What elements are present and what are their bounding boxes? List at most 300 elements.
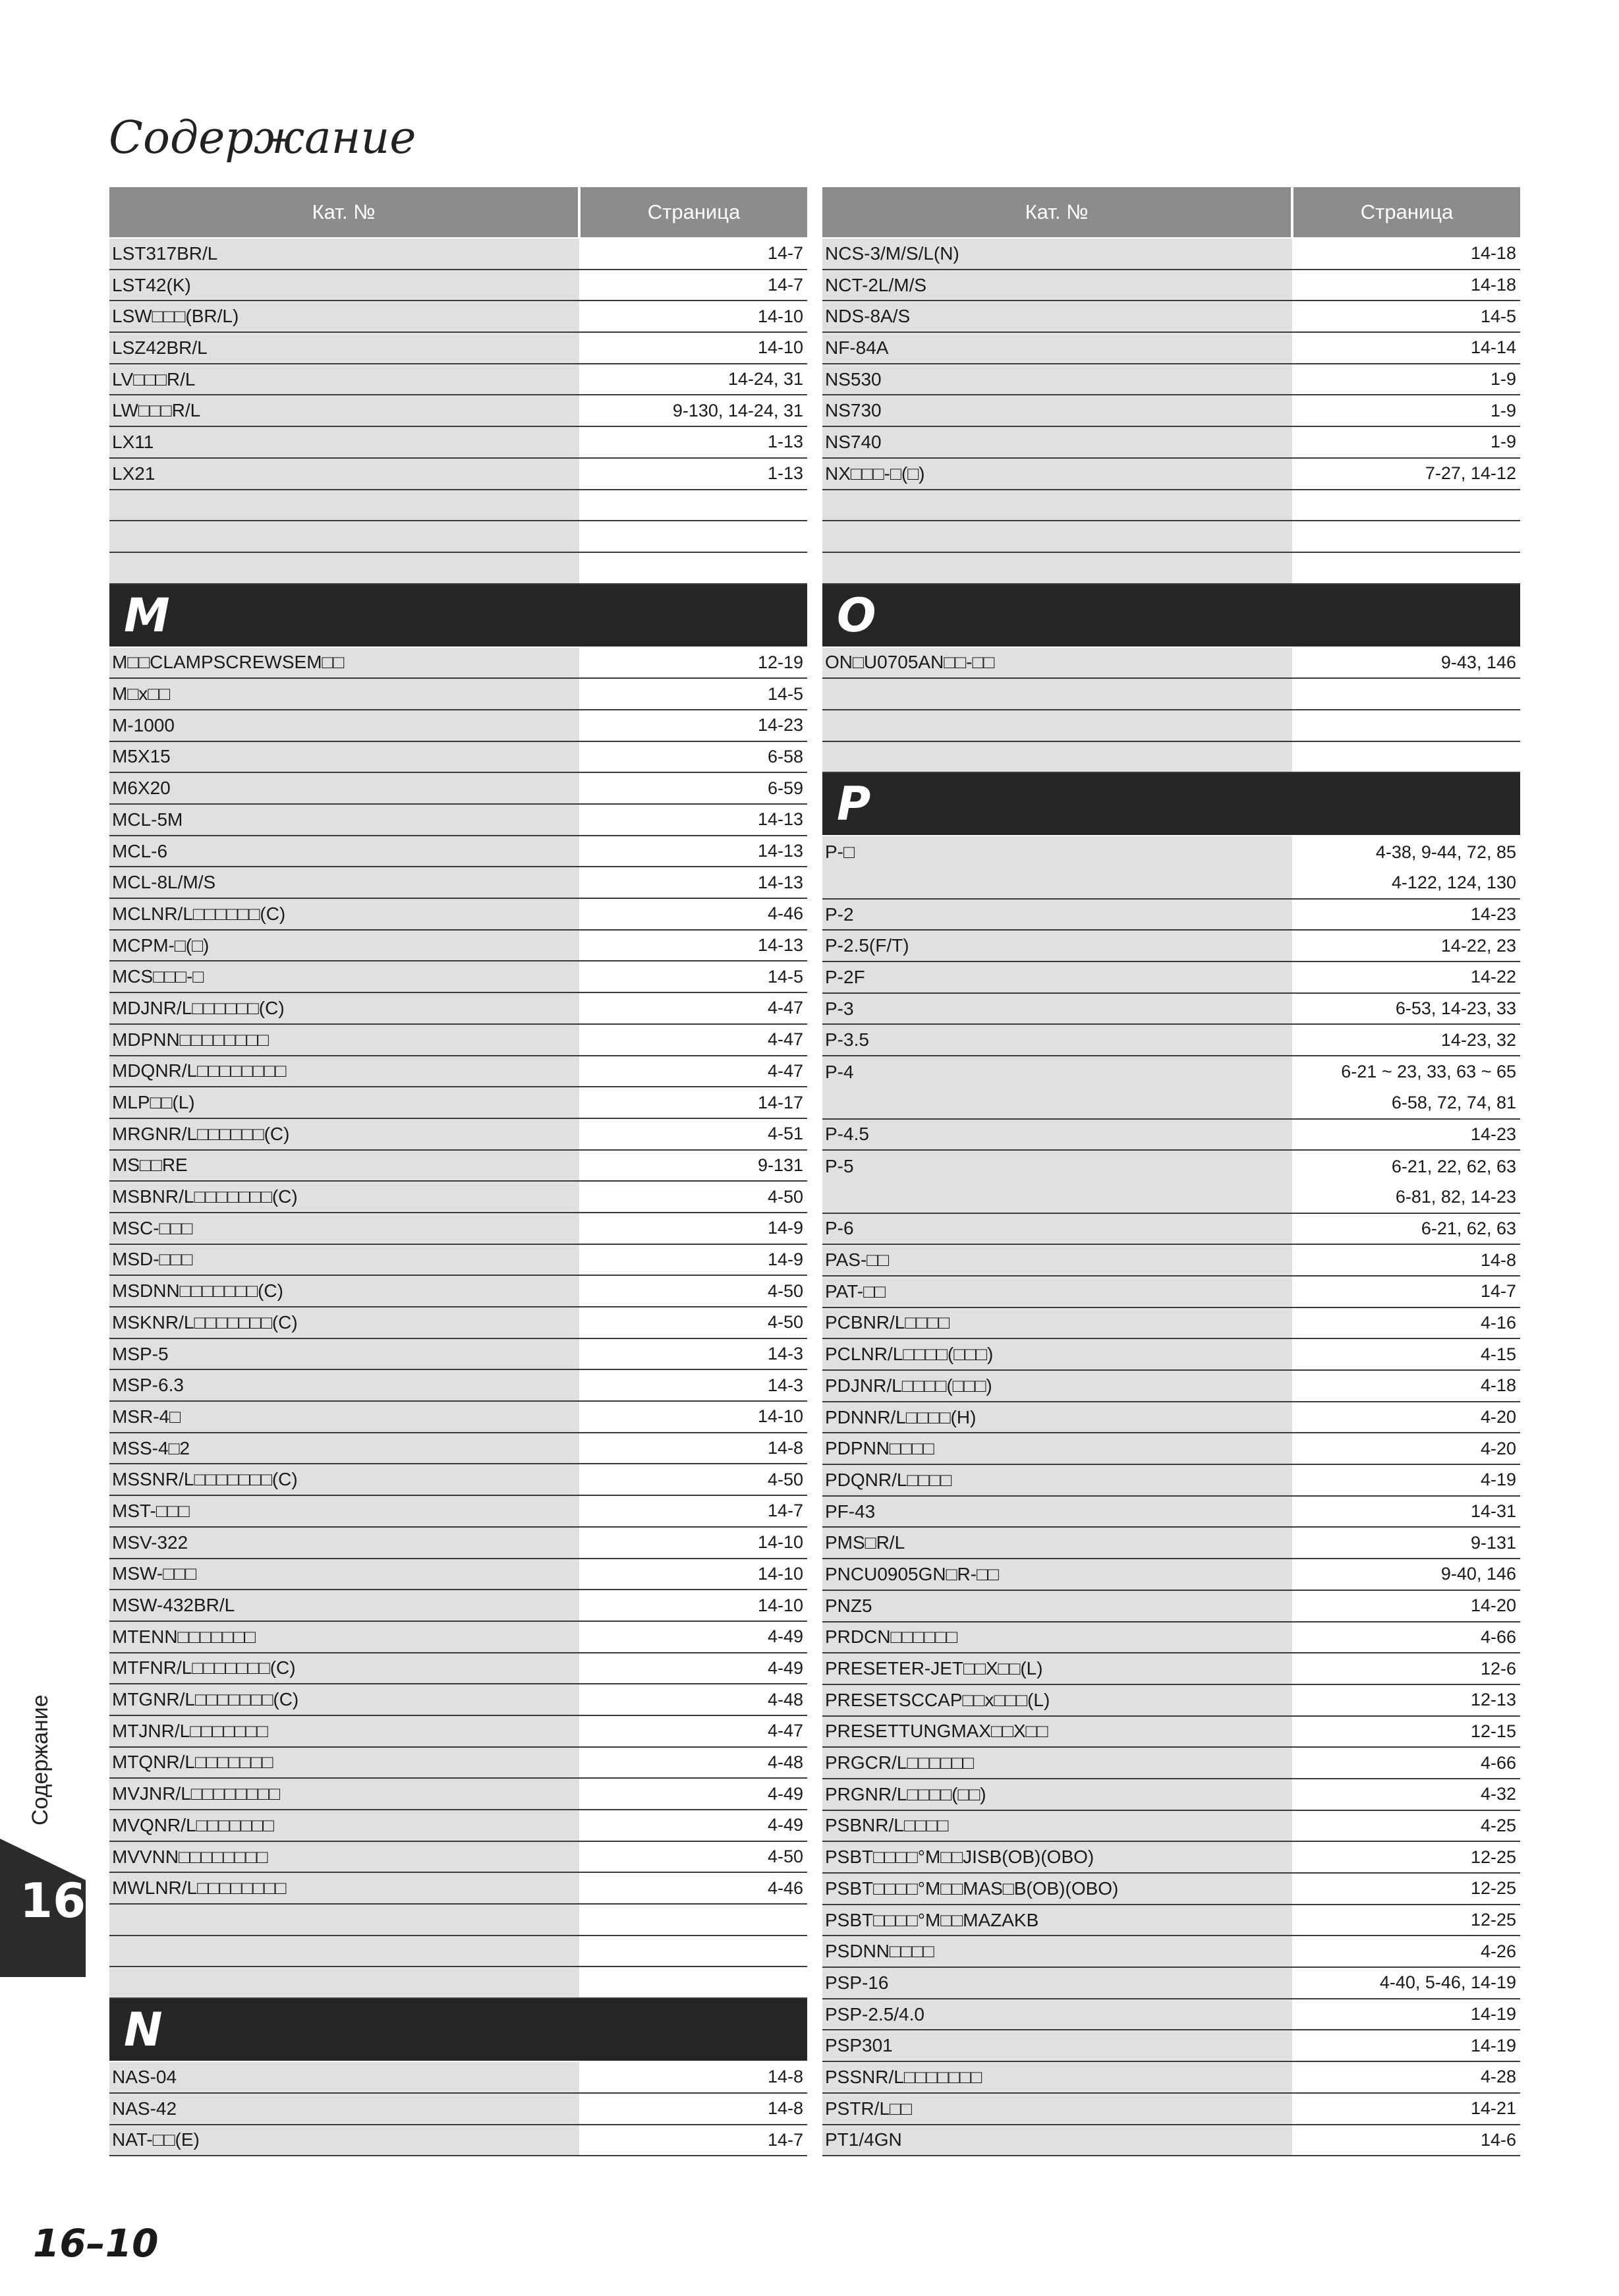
catalog-number: NF-84A [822,333,1292,363]
index-row [822,1559,1520,1591]
catalog-number: MVVNN□□□□□□□□ [109,1842,579,1872]
catalog-number: M6X20 [109,773,579,803]
index-row [109,1716,807,1748]
page-ref: 4-49 [579,1622,807,1652]
page-ref: 14-23, 32 [1292,1025,1520,1055]
index-row [822,742,1520,774]
page-ref: 1-9 [1292,427,1520,457]
page-ref: 9-130, 14-24, 31 [579,395,807,426]
index-row [109,742,807,774]
page-ref: 4-50 [579,1464,807,1495]
index-row [109,1213,807,1245]
index-row [109,521,807,553]
index-row [822,1151,1520,1182]
page-ref: 14-23 [579,710,807,741]
catalog-number: P-4.5 [822,1120,1292,1150]
index-row [822,1811,1520,1843]
index-row [822,427,1520,459]
catalog-number: MCLNR/L□□□□□□(C) [109,899,579,929]
catalog-number: PSBT□□□□°M□□MAS□B(OB)(OBO) [822,1874,1292,1904]
index-row [822,2030,1520,2062]
index-row [109,364,807,396]
page-ref: 14-23 [1292,1120,1520,1150]
catalog-number: MSV-322 [109,1528,579,1558]
index-row [109,836,807,868]
catalog-number: MDQNR/L□□□□□□□□ [109,1056,579,1087]
index-row [822,239,1520,270]
catalog-number: P-3.5 [822,1025,1292,1055]
index-row [822,1433,1520,1465]
index-row [109,679,807,710]
catalog-number: MTENN□□□□□□□ [109,1622,579,1652]
catalog-number [822,1182,1292,1213]
catalog-number: PRESETSCCAP□□x□□□(L) [822,1685,1292,1715]
catalog-number: MCPM-□(□) [109,931,579,961]
index-row [822,301,1520,333]
page-ref: 14-7 [579,2125,807,2156]
page-ref [1292,521,1520,552]
page-ref [579,1967,807,1997]
catalog-number: PRGCR/L□□□□□□ [822,1748,1292,1778]
page-ref: 6-21, 62, 63 [1292,1214,1520,1244]
page-ref: 14-10 [579,1590,807,1621]
index-row [822,962,1520,994]
catalog-number: MSSNR/L□□□□□□□(C) [109,1464,579,1495]
page-ref: 14-21 [1292,2094,1520,2124]
table-header [109,187,807,239]
page-ref: 14-19 [1292,2030,1520,2061]
page-ref: 14-5 [579,961,807,992]
page-ref [579,521,807,552]
index-row [109,427,807,459]
catalog-number [109,1936,579,1966]
catalog-number: MSBNR/L□□□□□□□(C) [109,1182,579,1212]
page-ref: 4-51 [579,1119,807,1149]
catalog-number: PNCU0905GN□R-□□ [822,1559,1292,1590]
page-ref: 4-20 [1292,1433,1520,1464]
catalog-number: MSC-□□□ [109,1213,579,1244]
page-ref: 14-8 [1292,1245,1520,1275]
index-row [822,1905,1520,1937]
index-row [822,521,1520,553]
catalog-number: M5X15 [109,742,579,772]
index-row [822,553,1520,585]
index-row [109,553,807,585]
page-ref: 14-14 [1292,333,1520,363]
page-ref: 14-22, 23 [1292,931,1520,961]
catalog-number: P-2 [822,900,1292,930]
index-row [822,1182,1520,1214]
catalog-number [109,1967,579,1997]
index-row [109,1119,807,1151]
catalog-number: MTQNR/L□□□□□□□ [109,1748,579,1778]
page-ref [579,1936,807,1966]
catalog-number: MVJNR/L□□□□□□□□ [109,1779,579,1809]
catalog-number: PSP301 [822,2030,1292,2061]
catalog-number: NS730 [822,395,1292,426]
catalog-number: MSS-4□2 [109,1433,579,1464]
catalog-number: LX11 [109,427,579,457]
index-row [109,710,807,742]
index-row [822,2062,1520,2094]
page-ref: 14-13 [579,805,807,835]
index-row [822,395,1520,427]
index-row [109,1779,807,1810]
index-row [822,1748,1520,1779]
index-row [109,1810,807,1842]
page-ref: 14-8 [579,2062,807,2092]
index-row [109,1842,807,1874]
index-row [109,1339,807,1371]
catalog-number: MSP-6.3 [109,1370,579,1400]
index-row [109,270,807,302]
catalog-number [822,742,1292,772]
page-ref: 14-5 [579,679,807,709]
catalog-number: MVQNR/L□□□□□□□ [109,1810,579,1841]
page-ref: 4-47 [579,1056,807,1087]
catalog-number: MSKNR/L□□□□□□□(C) [109,1307,579,1338]
page-ref: 4-47 [579,1025,807,1055]
page-ref: 4-122, 124, 130 [1292,868,1520,898]
page-ref [579,553,807,583]
page-ref: 1-13 [579,427,807,457]
catalog-number: MS□□RE [109,1151,579,1181]
page-ref: 4-18 [1292,1371,1520,1401]
catalog-number: MDJNR/L□□□□□□(C) [109,993,579,1023]
page-ref: 14-8 [579,1433,807,1464]
index-row [109,2062,807,2094]
catalog-number: PRGNR/L□□□□(□□) [822,1779,1292,1810]
page-ref: 4-50 [579,1842,807,1872]
catalog-number: M□x□□ [109,679,579,709]
index-row [822,1245,1520,1277]
catalog-number: PMS□R/L [822,1528,1292,1558]
page-ref: 14-20 [1292,1591,1520,1621]
page-ref [1292,490,1520,521]
index-row [822,1685,1520,1717]
index-row [822,1622,1520,1654]
page-ref: 12-25 [1292,1842,1520,1872]
page-ref: 6-58, 72, 74, 81 [1292,1088,1520,1118]
index-row [822,1214,1520,1246]
section-letter-m: M [109,585,807,648]
catalog-number: PDQNR/L□□□□ [822,1465,1292,1495]
catalog-number: P-2.5(F/T) [822,931,1292,961]
index-row [822,1339,1520,1371]
page-ref: 14-18 [1292,270,1520,301]
catalog-number: PCBNR/L□□□□ [822,1308,1292,1338]
index-row [822,270,1520,302]
page-ref: 4-50 [579,1276,807,1306]
index-row [822,1465,1520,1497]
catalog-number [822,710,1292,741]
page-ref [1292,679,1520,709]
index-row [822,710,1520,742]
index-row [109,805,807,836]
index-row [822,1779,1520,1811]
header-cat-no: Кат. № [109,187,578,237]
index-row [109,1967,807,1999]
catalog-number: P-2F [822,962,1292,992]
page-ref: 14-6 [1292,2125,1520,2156]
catalog-number: MSDNN□□□□□□□(C) [109,1276,579,1306]
page-ref: 6-58 [579,742,807,772]
page-ref: 9-131 [1292,1528,1520,1558]
index-row [109,239,807,270]
page-ref [1292,710,1520,741]
catalog-number: NDS-8A/S [822,301,1292,331]
index-row [822,1968,1520,1999]
index-row [109,1402,807,1433]
catalog-number: PSP-16 [822,1968,1292,1998]
index-row [109,931,807,962]
page-ref: 4-19 [1292,1465,1520,1495]
catalog-number: LSW□□□(BR/L) [109,301,579,331]
index-row [822,1528,1520,1559]
catalog-number [822,521,1292,552]
catalog-number [822,679,1292,709]
index-row [109,1748,807,1779]
page-ref: 6-21 ~ 23, 33, 63 ~ 65 [1292,1056,1520,1088]
catalog-number: LV□□□R/L [109,364,579,395]
index-column-right [822,187,1520,2156]
index-row [822,648,1520,679]
catalog-number: LX21 [109,459,579,489]
page-ref: 14-23 [1292,900,1520,930]
catalog-number: NCT-2L/M/S [822,270,1292,301]
page-ref: 4-48 [579,1684,807,1715]
catalog-number: MRGNR/L□□□□□□(C) [109,1119,579,1149]
index-row [109,1464,807,1496]
index-row [109,1496,807,1528]
index-row [109,1653,807,1685]
index-row [822,1120,1520,1151]
index-row [822,364,1520,396]
index-row [109,301,807,333]
page-ref: 12-25 [1292,1874,1520,1904]
catalog-number [822,490,1292,521]
table-header [822,187,1520,239]
page-ref: 14-9 [579,1245,807,1275]
index-row [109,1905,807,1936]
section-letter-p: P [822,773,1520,836]
page-ref: 14-17 [579,1087,807,1118]
page-ref: 1-9 [1292,364,1520,395]
page-ref: 12-19 [579,648,807,678]
page-ref: 1-9 [1292,395,1520,426]
index-row [822,1717,1520,1748]
index-row [109,1528,807,1559]
catalog-number [822,1088,1292,1118]
index-row [109,2094,807,2125]
catalog-number: PSBNR/L□□□□ [822,1811,1292,1841]
page-ref: 14-10 [579,1528,807,1558]
catalog-number: LST317BR/L [109,239,579,269]
page-ref: 14-5 [1292,301,1520,331]
page-ref: 4-32 [1292,1779,1520,1810]
page-ref: 4-49 [579,1810,807,1841]
index-row [109,1684,807,1716]
index-row [822,900,1520,931]
page-ref: 12-25 [1292,1905,1520,1936]
page-number: 16–10 [33,2221,159,2266]
index-column-left [109,187,807,2156]
catalog-number: PDJNR/L□□□□(□□□) [822,1371,1292,1401]
index-row [109,1056,807,1088]
index-row [822,836,1520,868]
index-row [822,679,1520,710]
catalog-number: M□□CLAMPSCREWSEM□□ [109,648,579,678]
index-row [109,961,807,993]
page-ref: 4-25 [1292,1811,1520,1841]
page-ref: 4-66 [1292,1622,1520,1653]
page-ref: 4-20 [1292,1402,1520,1433]
page-ref: 4-50 [579,1307,807,1338]
index-row [822,2094,1520,2125]
page-ref: 14-13 [579,836,807,867]
page-ref: 6-59 [579,773,807,803]
index-row [109,773,807,805]
page-ref: 4-47 [579,993,807,1023]
catalog-number: MCL-5M [109,805,579,835]
index-row [822,1842,1520,1874]
catalog-number: MCS□□□-□ [109,961,579,992]
catalog-number: P-4 [822,1056,1292,1088]
catalog-number: MSW-432BR/L [109,1590,579,1621]
index-row [109,899,807,931]
catalog-number: NAT-□□(E) [109,2125,579,2156]
catalog-number: PRESETER-JET□□X□□(L) [822,1653,1292,1684]
catalog-number: LW□□□R/L [109,395,579,426]
index-row [822,1936,1520,1968]
catalog-number: PSTR/L□□ [822,2094,1292,2124]
page-ref: 4-46 [579,899,807,929]
page-title: Содержание [109,112,416,164]
page-ref: 6-53, 14-23, 33 [1292,994,1520,1024]
catalog-number: M-1000 [109,710,579,741]
catalog-number: P-5 [822,1151,1292,1182]
index-row [109,648,807,679]
catalog-number: MSW-□□□ [109,1559,579,1590]
catalog-number: LST42(K) [109,270,579,301]
index-row [822,1056,1520,1088]
page-ref: 4-49 [579,1779,807,1809]
index-row [822,1371,1520,1402]
catalog-number [822,868,1292,898]
index-row [109,1151,807,1182]
page-ref [579,490,807,521]
page-ref: 6-21, 22, 62, 63 [1292,1151,1520,1182]
page-ref: 14-9 [579,1213,807,1244]
catalog-number: MSD-□□□ [109,1245,579,1275]
index-row [109,395,807,427]
catalog-number: PAT-□□ [822,1277,1292,1307]
index-row [822,1874,1520,1905]
page-ref: 14-7 [579,270,807,301]
index-row [109,1559,807,1591]
page-ref: 14-3 [579,1339,807,1369]
page-ref: 14-7 [1292,1277,1520,1307]
catalog-number: PCLNR/L□□□□(□□□) [822,1339,1292,1369]
catalog-number: NS530 [822,364,1292,395]
index-row [822,1653,1520,1685]
header-page: Страница [581,187,807,237]
index-row [822,1308,1520,1340]
index-row [109,1370,807,1402]
catalog-number: PAS-□□ [822,1245,1292,1275]
index-row [109,1873,807,1905]
page-ref: 14-13 [579,867,807,898]
index-row [822,1088,1520,1120]
page-ref: 9-43, 146 [1292,648,1520,678]
catalog-number: NCS-3/M/S/L(N) [822,239,1292,269]
index-row [109,2125,807,2157]
catalog-number: MST-□□□ [109,1496,579,1526]
catalog-number: MCL-6 [109,836,579,867]
index-row [822,931,1520,962]
catalog-number: NAS-04 [109,2062,579,2092]
catalog-number: MTGNR/L□□□□□□□(C) [109,1684,579,1715]
index-row [109,333,807,364]
page-ref: 4-15 [1292,1339,1520,1369]
page-ref [579,1905,807,1935]
index-row [109,1307,807,1339]
index-row [822,994,1520,1025]
page-ref: 14-7 [579,239,807,269]
catalog-number [109,553,579,583]
page-ref: 14-18 [1292,239,1520,269]
catalog-number: PSSNR/L□□□□□□□ [822,2062,1292,2092]
page-ref: 12-6 [1292,1653,1520,1684]
page-ref: 14-8 [579,2094,807,2124]
catalog-number: MTFNR/L□□□□□□□(C) [109,1653,579,1684]
section-letter-n: N [109,1999,807,2062]
index-row [109,867,807,899]
index-row [822,1402,1520,1434]
page-ref: 4-26 [1292,1936,1520,1966]
header-page: Страница [1293,187,1520,237]
page-ref: 14-7 [579,1496,807,1526]
catalog-number: MLP□□(L) [109,1087,579,1118]
index-row [109,1433,807,1465]
page-ref: 14-10 [579,301,807,331]
catalog-number: PSDNN□□□□ [822,1936,1292,1966]
catalog-number: PDNNR/L□□□□(H) [822,1402,1292,1433]
index-row [822,459,1520,490]
index-row [109,1182,807,1213]
index-row [822,490,1520,522]
page-ref: 4-50 [579,1182,807,1212]
catalog-number: PSP-2.5/4.0 [822,1999,1292,2030]
catalog-number: PSBT□□□□°M□□MAZAKB [822,1905,1292,1936]
catalog-number [109,521,579,552]
catalog-number: P-6 [822,1214,1292,1244]
index-row [109,993,807,1025]
page-ref: 14-19 [1292,1999,1520,2030]
catalog-number [822,553,1292,583]
index-row [822,1591,1520,1622]
index-row [109,1276,807,1307]
catalog-number [109,490,579,521]
catalog-number: MCL-8L/M/S [109,867,579,898]
index-row [822,1025,1520,1056]
catalog-number: PSBT□□□□°M□□JISB(OB)(OBO) [822,1842,1292,1872]
catalog-number: P-3 [822,994,1292,1024]
page-ref: 4-49 [579,1653,807,1684]
catalog-number: MTJNR/L□□□□□□□ [109,1716,579,1746]
catalog-number: MSR-4□ [109,1402,579,1432]
catalog-number: PDPNN□□□□ [822,1433,1292,1464]
